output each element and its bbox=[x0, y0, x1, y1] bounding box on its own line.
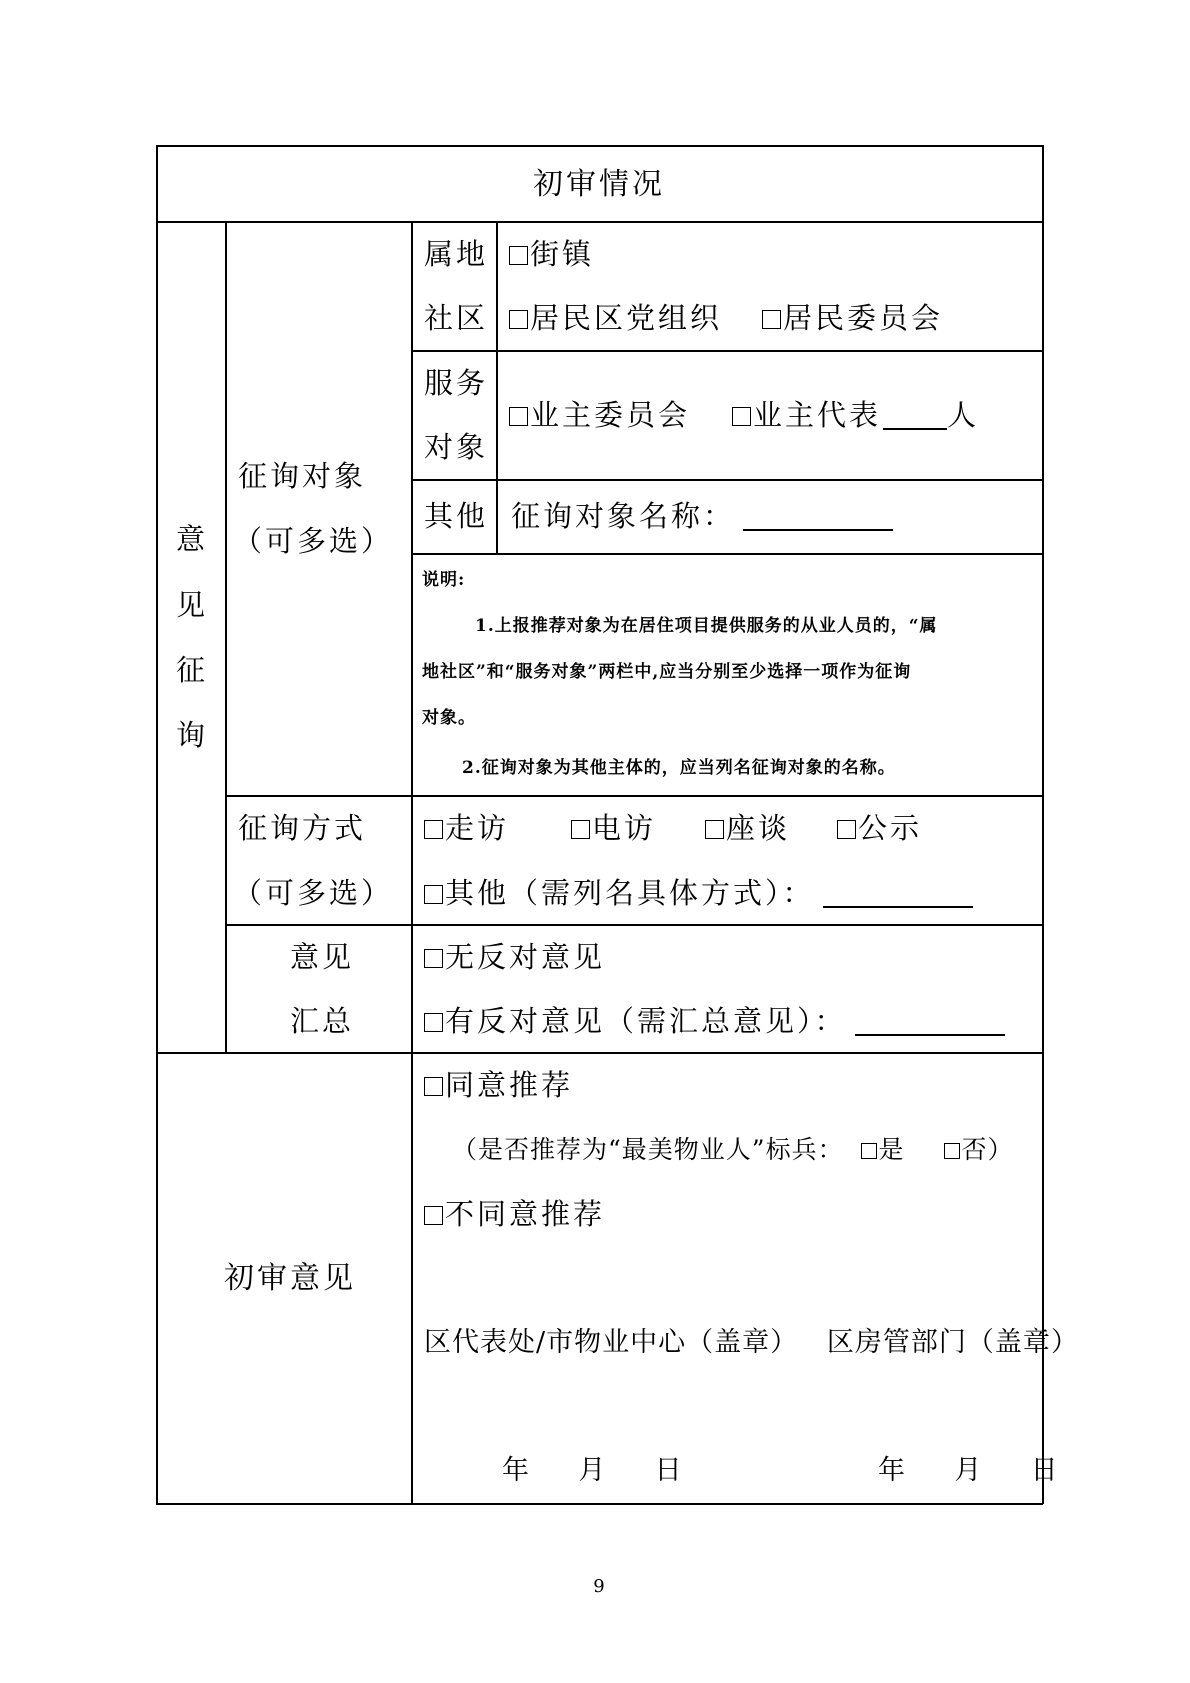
side-label-char: 见 bbox=[176, 588, 206, 622]
method-option-publicity[interactable]: 公示 bbox=[837, 814, 922, 843]
note-line: 2.征询对象为其他主体的，应当列名征询对象的名称。 bbox=[462, 758, 896, 778]
service-option-owner-rep[interactable]: 业主代表 人 bbox=[732, 401, 979, 430]
review-model-question: （是否推荐为“最美物业人”标兵： 是 否） bbox=[452, 1135, 1014, 1164]
review-date-left: 年 月 日 bbox=[502, 1455, 685, 1486]
community-label-line2: 社区 bbox=[424, 301, 489, 335]
label-column-divider bbox=[411, 221, 413, 1504]
table-border-left bbox=[156, 145, 158, 1504]
method-other-blank[interactable] bbox=[823, 880, 973, 908]
table-border-top bbox=[156, 145, 1043, 147]
summary-label-line1: 意见 bbox=[290, 940, 355, 974]
note-line: 对象。 bbox=[422, 708, 476, 728]
checkbox[interactable] bbox=[509, 407, 528, 426]
note-title: 说明: bbox=[422, 570, 466, 590]
opinion-section-divider bbox=[156, 1052, 1043, 1054]
side-column-divider bbox=[225, 221, 227, 1053]
other-name-field[interactable]: 征询对象名称： bbox=[511, 502, 893, 531]
service-label-line2: 对象 bbox=[424, 430, 489, 464]
method-label-note: （可多选） bbox=[233, 876, 394, 910]
method-option-phone[interactable]: 电访 bbox=[571, 814, 656, 843]
summary-label-line2: 汇总 bbox=[290, 1004, 355, 1038]
checkbox[interactable] bbox=[424, 949, 443, 968]
target-section-divider bbox=[225, 795, 1043, 797]
checkbox-no[interactable] bbox=[944, 1143, 960, 1159]
service-option-owners-committee[interactable]: 业主委员会 bbox=[509, 401, 690, 430]
owner-rep-count-blank[interactable] bbox=[883, 402, 947, 430]
service-label-line1: 服务 bbox=[424, 366, 489, 400]
review-label: 初审意见 bbox=[224, 1261, 356, 1296]
method-section-divider bbox=[225, 924, 1043, 926]
table-border-right bbox=[1042, 145, 1044, 1504]
checkbox[interactable] bbox=[705, 820, 724, 839]
target-label: 征询对象 bbox=[238, 459, 367, 493]
other-label: 其他 bbox=[424, 499, 489, 533]
community-option-street[interactable]: 街镇 bbox=[509, 240, 594, 269]
community-option-party[interactable]: 居民区党组织 bbox=[509, 304, 722, 333]
community-option-committee[interactable]: 居民委员会 bbox=[762, 304, 943, 333]
review-disagree[interactable]: 不同意推荐 bbox=[424, 1200, 605, 1229]
method-option-other[interactable]: 其他（需列名具体方式）： bbox=[424, 879, 973, 908]
checkbox[interactable] bbox=[424, 1206, 443, 1225]
title-row-divider bbox=[156, 221, 1043, 223]
checkbox[interactable] bbox=[424, 820, 443, 839]
review-date-right: 年 月 日 bbox=[878, 1455, 1061, 1486]
other-name-blank[interactable] bbox=[743, 503, 893, 531]
side-label-char: 询 bbox=[176, 718, 206, 752]
service-row-divider bbox=[412, 479, 1043, 481]
side-label-char: 意 bbox=[176, 522, 206, 556]
review-agree[interactable]: 同意推荐 bbox=[424, 1071, 573, 1100]
other-row-divider bbox=[412, 553, 1043, 555]
community-row-divider bbox=[412, 350, 1043, 352]
method-option-visit[interactable]: 走访 bbox=[424, 814, 509, 843]
side-label-char: 征 bbox=[176, 653, 206, 687]
checkbox[interactable] bbox=[509, 246, 528, 265]
summary-has-objection[interactable]: 有反对意见（需汇总意见）： bbox=[424, 1007, 1005, 1036]
table-border-bottom bbox=[156, 1503, 1043, 1505]
method-label: 征询方式 bbox=[238, 811, 367, 845]
checkbox[interactable] bbox=[424, 1077, 443, 1096]
method-option-forum[interactable]: 座谈 bbox=[705, 814, 790, 843]
checkbox[interactable] bbox=[571, 820, 590, 839]
checkbox[interactable] bbox=[424, 885, 443, 904]
community-label-line1: 属地 bbox=[424, 237, 489, 271]
objection-summary-blank[interactable] bbox=[855, 1008, 1005, 1036]
page-title: 初审情况 bbox=[533, 167, 665, 202]
checkbox[interactable] bbox=[732, 407, 751, 426]
note-line: 1.上报推荐对象为在居住项目提供服务的从业人员的，“属 bbox=[475, 616, 938, 636]
summary-no-objection[interactable]: 无反对意见 bbox=[424, 943, 605, 972]
checkbox-yes[interactable] bbox=[861, 1143, 877, 1159]
target-label-note: （可多选） bbox=[233, 524, 394, 558]
page-number: 9 bbox=[593, 1576, 605, 1597]
checkbox[interactable] bbox=[509, 310, 528, 329]
checkbox[interactable] bbox=[762, 310, 781, 329]
checkbox[interactable] bbox=[837, 820, 856, 839]
review-stamps: 区代表处/市物业中心（盖章） 区房管部门（盖章） bbox=[424, 1327, 1079, 1358]
checkbox[interactable] bbox=[424, 1013, 443, 1032]
sublabel-column-divider bbox=[496, 221, 498, 554]
note-line: 地社区”和“服务对象”两栏中,应当分别至少选择一项作为征询 bbox=[422, 662, 912, 682]
